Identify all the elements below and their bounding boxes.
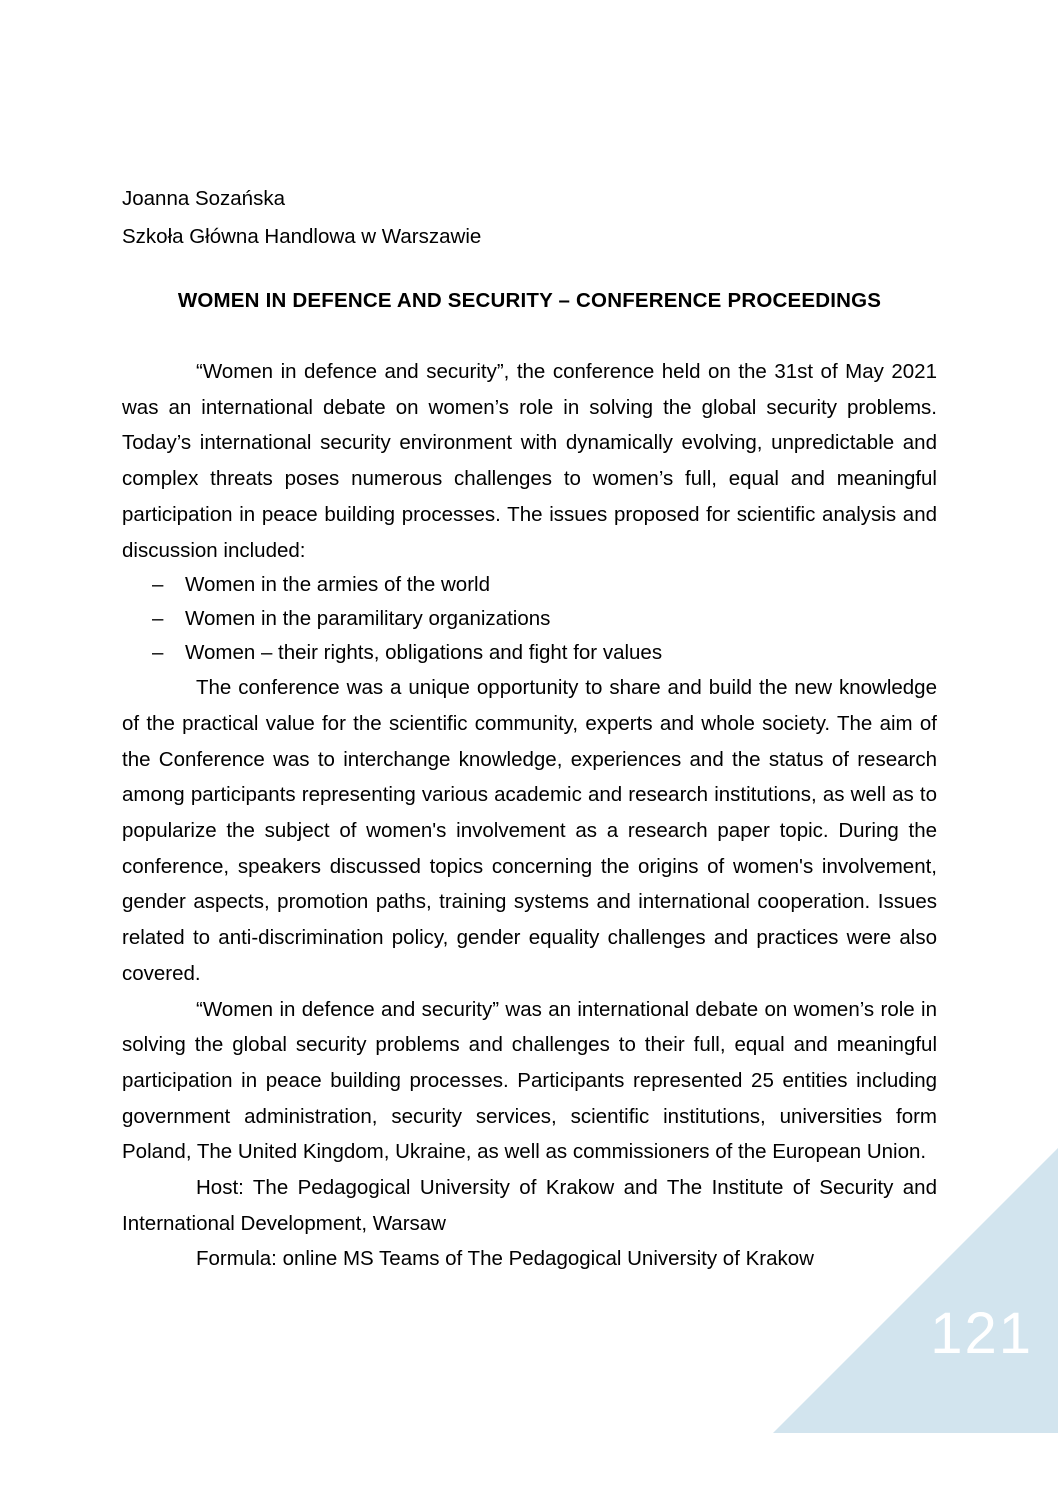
author-block	[122, 180, 937, 256]
conference-paragraph: The conference was a unique opportunity to share and build the new knowledge of the practical value for the scientific community, experts and whole society. The aim of the Conference was to interchange knowledge, experiences and the status of research among participants representing various academic and research institutions, as well as to popularize the subject of women's involvement as a research paper topic. During the conference, speakers discussed topics concerning the origins of women's involvement, gender aspects, promotion paths, training systems and international cooperation. Issues related to anti-discrimination policy, gender equality challenges and practices were also covered.	[122, 676, 937, 985]
list-dash-marker: –	[152, 573, 164, 597]
list-item	[122, 568, 937, 602]
text-column	[122, 180, 937, 1277]
list-item-text: Women in the paramilitary organizations	[185, 607, 551, 631]
debate-paragraph: “Women in defence and security” was an international debate on women’s role in solving the global security problems and challenges to their full, equal and meaningful participation in peace building processes. Participants represented 25 entities including government administration, security services, scientific institutions, universities form Poland, The United Kingdom, Ukraine, as well as commissioners of the European Union.	[122, 997, 937, 1164]
paper-title: WOMEN IN DEFENCE AND SECURITY – CONFERENCE PROCEEDINGS	[177, 289, 882, 312]
discussion-topic-list	[122, 568, 937, 670]
list-item	[122, 636, 937, 670]
list-item-text: Women in the armies of the world	[185, 573, 490, 597]
list-dash-marker: –	[152, 607, 164, 631]
author-name: Joanna Sozańska	[122, 187, 285, 210]
list-item-text: Women – their rights, obligations and fight for values	[185, 641, 663, 665]
host-paragraph: Host: The Pedagogical University of Krakow and The Institute of Security and International Development, Warsaw	[122, 1176, 937, 1235]
page-number: 121	[930, 1301, 1033, 1366]
formula-paragraph: Formula: online MS Teams of The Pedagogical University of Krakow	[196, 1247, 814, 1271]
intro-paragraph: “Women in defence and security”, the conference held on the 31st of May 2021 was an international debate on women’s role in solving the global security problems. Today’s international security environment with dynamically evolving, unpredictable and complex threats poses numerous challenges to women’s full, equal and meaningful participation in peace building processes. The issues proposed for scientific analysis and discussion included:	[122, 360, 937, 562]
list-dash-marker: –	[152, 641, 164, 665]
list-item	[122, 602, 937, 636]
author-affiliation: Szkoła Główna Handlowa w Warszawie	[122, 225, 482, 248]
